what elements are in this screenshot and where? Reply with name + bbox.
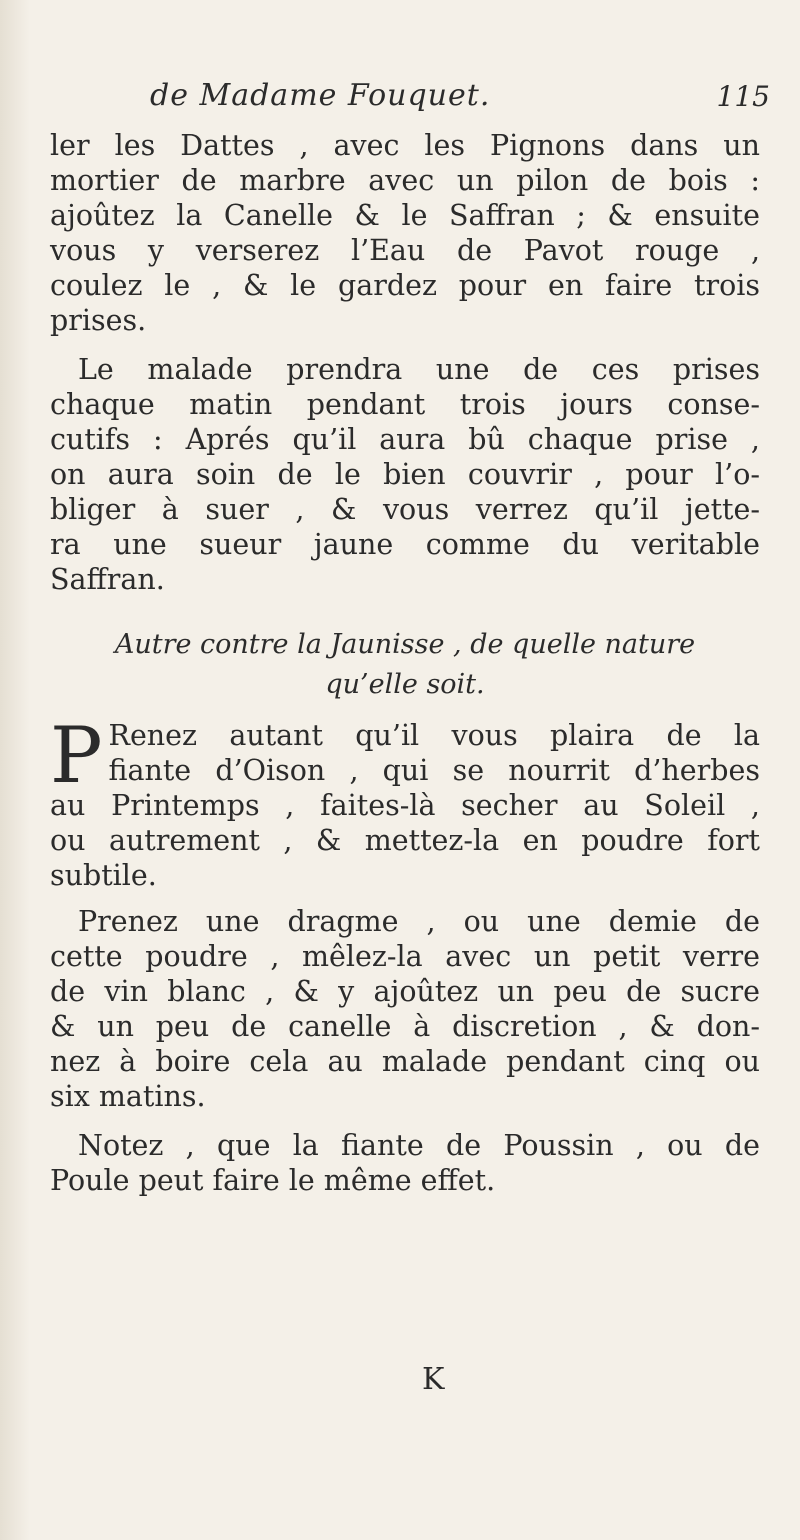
text-line: Poule peut faire le même effet. <box>50 1164 496 1197</box>
text-line: bliger à suer , & vous verrez qu’il jette- <box>50 493 760 526</box>
paragraph-4 <box>50 904 760 1114</box>
text-line: coulez le , & le gardez pour en faire trois <box>50 269 760 302</box>
text-line: chaque matin pendant trois jours conse- <box>50 388 760 421</box>
text-line: cette poudre , mêlez-la avec un petit verre <box>50 940 760 973</box>
text-line: ajoûtez la Canelle & le Saffran ; & ensuite <box>50 199 760 232</box>
text-line: ou autrement , & mettez-la en poudre fort <box>50 824 760 857</box>
text-line: cutifs : Aprés qu’il aura bû chaque prise , <box>50 423 760 456</box>
page-number: 115 <box>716 80 770 113</box>
signature-mark: K <box>422 1362 445 1397</box>
text-line: six matins. <box>50 1080 206 1113</box>
paragraph-5 <box>50 1128 760 1198</box>
paragraph-3 <box>50 711 760 893</box>
text-line: au Printemps , faites-là secher au Soleil , <box>50 789 760 822</box>
text-line: Notez , que la fiante de Poussin , ou de <box>78 1129 760 1162</box>
text-line: de vin blanc , & y ajoûtez un peu de sucre <box>50 975 760 1008</box>
text-line: subtile. <box>50 859 157 892</box>
text-line: mortier de marbre avec un pilon de bois : <box>50 164 760 197</box>
text-line: Prenez une dragme , ou une demie de <box>78 905 760 938</box>
text-line: Le malade prendra une de ces prises <box>78 353 760 386</box>
running-title: de Madame Fouquet. <box>150 78 491 113</box>
text-line: on aura soin de le bien couvrir , pour l’o- <box>50 458 760 491</box>
text-line: Saffran. <box>50 563 165 596</box>
text-line: Renez autant qu’il vous plaira de la <box>108 719 760 752</box>
heading-line: qu’elle soit. <box>325 669 485 700</box>
heading-line: Autre contre la Jaunisse , de quelle nature <box>114 629 696 660</box>
section-heading <box>50 625 760 705</box>
text-line: fiante d’Oison , qui se nourrit d’herbes <box>108 754 760 787</box>
text-line: nez à boire cela au malade pendant cinq ou <box>50 1045 760 1078</box>
text-line: ler les Dattes , avec les Pignons dans un <box>50 129 760 162</box>
text-line: prises. <box>50 304 147 337</box>
text-line: ra une sueur jaune comme du veritable <box>50 528 760 561</box>
paragraph-2 <box>50 352 760 597</box>
text-line: & un peu de canelle à discretion , & don- <box>50 1010 760 1043</box>
drop-cap: P <box>50 711 103 801</box>
paragraph-1 <box>50 128 760 338</box>
text-line: vous y verserez l’Eau de Pavot rouge , <box>50 234 760 267</box>
page-header <box>150 78 770 122</box>
